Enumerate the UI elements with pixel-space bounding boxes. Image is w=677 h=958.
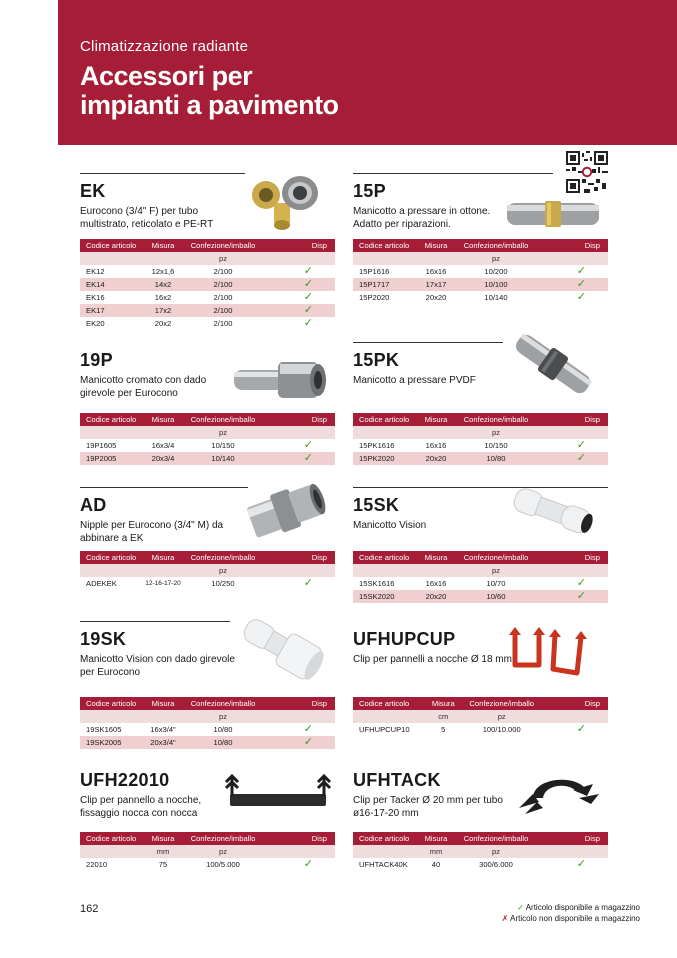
units-row: pz [80,252,335,265]
table-row: EK20 20x2 2/100 ✓ [80,317,335,330]
table-header: Codice articolo Misura Confezione/imballo Disp [353,239,608,252]
product-table [80,413,335,465]
table-row: 15SK1616 16x16 10/70 ✓ [353,577,608,590]
available-check-icon: ✓ [303,317,313,329]
table-row: 15PK1616 16x16 10/150 ✓ [353,439,608,452]
page-title-line1: Accessori per [80,61,253,91]
available-check-icon: ✓ [576,265,586,277]
panel-clip-black-image [220,772,335,816]
product-description: Eurocono (3/4" F) per tubo multistrato, reticolato e PE-RT [80,206,214,230]
panel-clip-image [505,625,605,681]
product-description: Manicotto Vision [353,520,427,531]
section-divider [80,621,230,622]
col-code: Codice articolo [80,239,142,252]
units-row: pz [353,252,608,265]
product-table [353,697,608,736]
product-description: Manicotto a pressare in ottone. Adatto per riparazioni. [353,206,491,230]
product-table [353,413,608,465]
table-row: EK17 17x2 2/100 ✓ [80,304,335,317]
col-size: Misura [142,239,184,252]
legend-unavailable-label: Articolo non disponibile a magazzino [510,914,640,923]
table-row: 22010 75 100/5.000 ✓ [80,858,335,871]
table-row: EK12 12x1,6 2/100 ✓ [80,265,335,278]
legend-available [502,902,640,913]
units-row: pz [80,710,335,723]
legend-available-label: Articolo disponibile a magazzino [525,903,640,912]
table-row: 15P1616 16x16 10/200 ✓ [353,265,608,278]
table-row: ADEKEK 12-16-17-20 10/250 ✓ [80,577,335,590]
available-check-icon: ✓ [535,452,608,465]
units-row: pz [80,564,335,577]
section-subtitle: Climatizzazione radiante [80,38,249,55]
available-check-icon: ✓ [576,858,586,870]
pvdf-coupling-image [503,324,603,404]
product-table [80,832,335,871]
table-row: 15SK2020 20x20 10/60 ✓ [353,590,608,603]
product-ufhtack [353,762,608,882]
product-ufhupcup [353,621,608,741]
press-coupling-image [503,193,603,233]
page-number: 162 [80,903,99,915]
units-row: pz [80,426,335,439]
product-code: 19P [80,350,113,370]
available-check-icon: ✓ [303,858,313,870]
product-code: 19SK [80,629,127,649]
table-header: Codice articolo Misura Confezione/imballo Disp [80,413,335,426]
product-code: EK [80,181,106,201]
available-check-icon: ✓ [303,439,313,451]
page-title-line2: impianti a pavimento [80,90,339,120]
product-description: Nipple per Eurocono (3/4" M) da abbinare a EK [80,520,224,544]
page-title [80,62,339,120]
available-check-icon: ✓ [576,439,586,451]
table-row: 19P2005 20x3/4 10/140 ✓ [80,452,335,465]
table-header [80,239,335,252]
units-row: mm pz [353,845,608,858]
table-row: 15P2020 20x20 10/140 ✓ [353,291,608,304]
available-check-icon: ✓ [303,291,313,303]
vision-nut-coupling-image [235,607,330,687]
available-check-icon: ✓ [303,723,313,735]
table-row: 19P1605 16x3/4 10/150 ✓ [80,439,335,452]
product-code: 15SK [353,495,400,515]
page-header [58,0,677,145]
cross-icon: ✗ [501,914,509,923]
table-row: 19SK2005 20x3/4" 10/80 ✓ [80,736,335,749]
chrome-coupling-image [230,354,330,404]
product-code: 15PK [353,350,400,370]
table-header: Codice articolo Misura Confezione/imballo Disp [353,413,608,426]
table-header: Codice articolo Misura Confezione/imballo Disp [353,697,608,710]
available-check-icon: ✓ [535,278,608,291]
product-table [353,239,608,304]
available-check-icon: ✓ [262,278,335,291]
product-description: Manicotto a pressare PVDF [353,375,476,386]
table-header: Codice articolo Misura Confezione/imballo Disp [80,551,335,564]
product-code: UFHUPCUP [353,629,456,649]
product-table [80,697,335,749]
table-header: Codice articolo Misura Confezione/imballo Disp [80,832,335,845]
table-row: UFHUPCUP10 5 100/10.000 ✓ [353,723,608,736]
table-row: 15P1717 17x17 10/100 ✓ [353,278,608,291]
table-header: Codice articolo Misura Confezione/imballo Disp [353,551,608,564]
product-ek [80,173,335,333]
section-divider [80,173,245,174]
product-description: Clip per Tacker Ø 20 mm per tubo ø16-17-20 mm [353,795,503,819]
table-row: UFHTACK40K 40 300/6.000 ✓ [353,858,608,871]
product-15sk [353,487,608,617]
product-description: Manicotto cromato con dado girevole per Eurocono [80,375,207,399]
product-table [80,239,335,330]
product-code: UFH22010 [80,770,170,790]
units-row: pz [353,426,608,439]
available-check-icon: ✓ [262,452,335,465]
col-pack: Confezione/imballo [184,239,262,252]
available-check-icon: ✓ [303,265,313,277]
available-check-icon: ✓ [262,304,335,317]
table-row: 15PK2020 20x20 10/80 ✓ [353,452,608,465]
product-15p [353,173,608,313]
availability-legend [502,902,640,924]
product-table [353,551,608,603]
product-19p [80,342,335,472]
product-table [353,832,608,871]
product-table [80,551,335,590]
table-row: EK14 14x2 2/100 ✓ [80,278,335,291]
product-15pk [353,342,608,472]
product-description: Clip per pannello a nocche, fissaggio nocca con nocca [80,795,202,819]
col-avail: Disp [262,239,335,252]
available-check-icon: ✓ [576,577,586,589]
product-19sk [80,621,335,751]
product-ufh22010 [80,762,335,882]
product-code: AD [80,495,107,515]
product-code: UFHTACK [353,770,441,790]
product-description: Manicotto Vision con dado girevole per Eurocono [80,654,235,678]
table-header: Codice articolo Misura Confezione/imballo Disp [353,832,608,845]
units-row: mm pz [80,845,335,858]
available-check-icon: ✓ [303,577,313,589]
table-row: EK16 16x2 2/100 ✓ [80,291,335,304]
units-row: cm pz [353,710,608,723]
section-divider [80,487,248,488]
available-check-icon: ✓ [576,723,586,735]
product-code: 15P [353,181,386,201]
legend-unavailable [502,913,640,924]
vision-coupling-image [503,483,603,539]
available-check-icon: ✓ [576,291,586,303]
eurocono-fitting-image [238,173,328,235]
product-description: Clip per pannelli a nocche Ø 18 mm [353,654,512,665]
table-row: 19SK1605 16x3/4" 10/80 ✓ [80,723,335,736]
nipple-fitting-image [240,477,330,547]
section-divider [353,342,503,343]
product-ad [80,487,335,597]
units-row: pz [353,564,608,577]
available-check-icon: ✓ [262,736,335,749]
section-divider [353,173,553,174]
available-check-icon: ✓ [535,590,608,603]
check-icon: ✓ [517,903,524,912]
table-header: Codice articolo Misura Confezione/imballo Disp [80,697,335,710]
tacker-clip-image [513,768,603,818]
